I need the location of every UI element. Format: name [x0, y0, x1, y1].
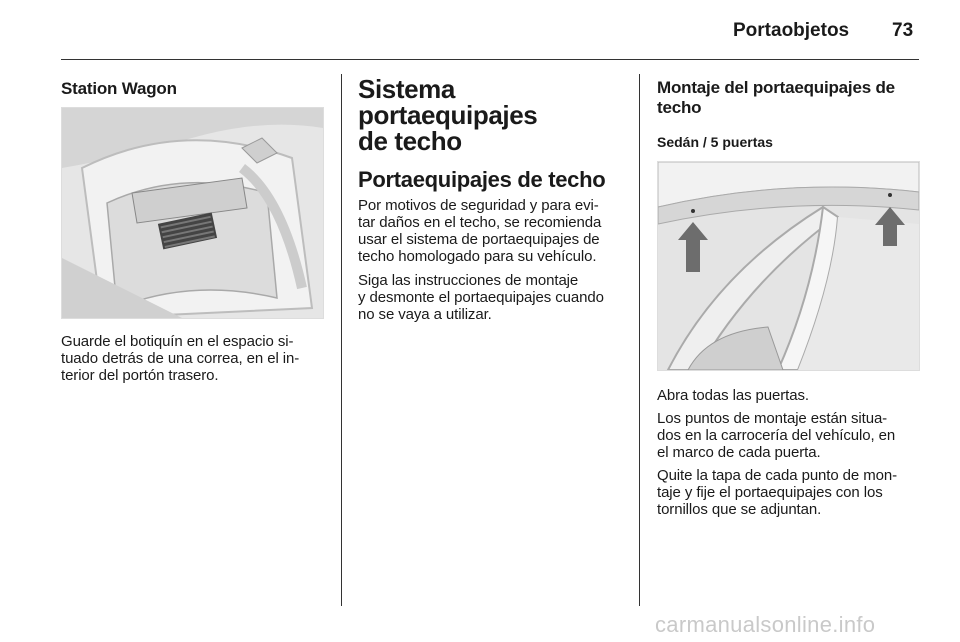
column-station-wagon	[61, 76, 323, 99]
trunk-compartment-illustration-icon	[61, 107, 324, 319]
roof-rack-para-2: Siga las instrucciones de montaje y desmonte el portaequipajes cuando no se vaya a utilizar.	[358, 272, 604, 323]
roof-rack-para-1: Por motivos de seguridad y para evi- tar daños en el techo, se recomienda usar el sistema de portaequipajes de techo homologado para su vehículo.	[358, 197, 602, 265]
mounting-para-3: Quite la tapa de cada punto de mon- taje y fije el portaequipajes con los tornillos que se adjuntan.	[657, 467, 898, 518]
column-divider-2	[639, 74, 640, 606]
column-roof-rack-mounting	[657, 76, 919, 151]
subheading-roof-rack: Portaequipajes de techo	[358, 167, 606, 192]
mounting-para-1: Abra todas las puertas.	[657, 387, 809, 404]
column-divider-1	[341, 74, 342, 606]
mounting-para-2: Los puntos de montaje están situa- dos en la carrocería del vehículo, en el marco de cada puerta.	[657, 410, 896, 461]
roof-figure-svg	[658, 162, 919, 370]
station-wagon-text: Guarde el botiquín en el espacio si- tuado detrás de una correa, en el in- terior del portón trasero.	[61, 333, 300, 384]
section-heading-station-wagon: Station Wagon	[61, 79, 177, 98]
roof-mounting-points-illustration-icon	[657, 161, 920, 371]
subheading-sedan-5-doors: Sedán / 5 puertas	[657, 134, 773, 150]
trunk-figure-svg	[62, 108, 323, 318]
header-title: Portaobjetos	[733, 20, 850, 41]
header-rule	[61, 59, 919, 60]
column-roof-rack	[358, 76, 624, 323]
page-number: 73	[892, 20, 914, 41]
mounting-instructions	[657, 387, 925, 518]
section-heading-roof-rack-system: Sistema portaequipajes de techo	[358, 74, 538, 156]
section-heading-mounting: Montaje del portaequipajes de techo	[657, 78, 895, 117]
watermark: carmanualsonline.info	[655, 612, 876, 637]
